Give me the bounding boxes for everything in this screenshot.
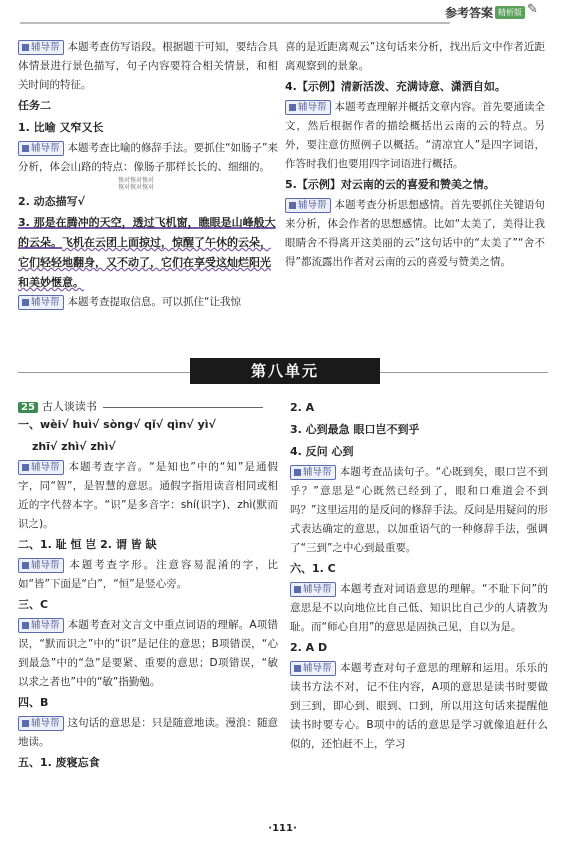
tip-badge: 辅导帮 — [290, 582, 336, 597]
answer: 二、1. 耻 恒 岂 2. 谓 皆 缺 — [18, 538, 157, 551]
header-title: 参考答案 — [444, 6, 493, 20]
square-icon — [22, 44, 29, 51]
explanation: 辅导帮 本题考查品读句子。“心既到矣，眼口岂不到乎？”意思是“心既然已经到了，眼和口难道会不到吗？”这里运用的是反问的修辞手法。反问是用疑问的形式表达确定的意思，以加重语气的一种修辞手法，强调了“三到”之中心到最重要。 — [290, 466, 548, 554]
answer: 2. A D — [290, 641, 328, 654]
answer: 2. A — [290, 401, 315, 414]
answer: 一、wèi√ huì√ sòng√ qǐ√ qìn√ yì√ — [18, 418, 216, 431]
square-icon — [294, 469, 301, 476]
header-rule — [20, 22, 450, 24]
explanation: 辅导帮 本题考查理解并概括文章内容。首先要通读全文，然后根据作者的描绘概括出云南的云的特点。另外，要注意仿照例子以概括。“清凉宜人”是四字词语，作答时我们也要用四字词语进行概括。 — [285, 101, 545, 170]
explanation: 辅导帮 这句话的意思是：只是随意地读。漫浪：随意地读。 — [18, 717, 278, 748]
explanation: 辅导帮 本题考查仿写语段。根据题干可知，要结合具体情景进行景色描写，句子内容要符合相关情景，和相关时间的特征。 — [18, 41, 278, 91]
task-heading: 任务二 — [18, 99, 51, 112]
tip-badge: 辅导帮 — [18, 618, 64, 633]
square-icon — [289, 202, 296, 209]
answer: 五、1. 废寝忘食 — [18, 756, 100, 769]
explanation: 辅导帮 本题考查字音。“是知也”中的“知”是通假字，同“智”，是智慧的意思。通假字指用读音相同或相近的字代替本字。“识”是多音字：shí(识字)、zhì(默而识之)。 — [18, 461, 278, 530]
unit-title: 第八单元 — [190, 358, 380, 384]
tip-badge: 辅导帮 — [285, 100, 331, 115]
upper-right-column — [285, 38, 545, 272]
pencil-icon: ✎ — [527, 2, 538, 17]
answer: 四、B — [18, 696, 49, 709]
square-icon — [289, 104, 296, 111]
tip-badge: 辅导帮 — [290, 465, 336, 480]
explanation: 辅导帮 本题考查对文言文中重点词语的理解。A项错误，“默而识之”中的“识”是记住的意思；B项错误，“心到最急”中的“急”是要紧、重要的意思；D项错误，“敏以求之者也”中的“敏”指勤勉。 — [18, 619, 278, 688]
square-icon — [22, 464, 29, 471]
tip-badge: 辅导帮 — [285, 198, 331, 213]
explanation: 辅导帮 本题考查对句子意思的理解和运用。乐乐的读书方法不对，记不住内容，A项的意思是读书时要做到三到，即心到、眼到、口到，所以用这句话来提醒他读书时要专心。B项中的话的意思是学习就像追赶什么似的，还怕赶不上，学习 — [290, 662, 548, 750]
lesson-heading — [18, 398, 278, 414]
answer: 4.【示例】清新活泼、充满诗意、潇洒自如。 — [285, 80, 506, 93]
answer: 六、1. C — [290, 562, 336, 575]
tip-badge: 辅导帮 — [18, 558, 64, 573]
answer: 5.【示例】对云南的云的喜爱和赞美之情。 — [285, 178, 495, 191]
stamp-note: 恢对恢对恢对 — [118, 177, 155, 184]
square-icon — [294, 665, 301, 672]
explanation: 喜的是近距离观云”这句话来分析，找出后文中作者近距离观察到的景象。 — [285, 41, 545, 72]
answer: 4. 反问 心到 — [290, 445, 354, 458]
unit-banner — [18, 352, 548, 388]
page-header — [0, 0, 565, 40]
explanation: 辅导帮 本题考查对词语意思的理解。“不耻下问”的意思是不以向地位比自己低、知识比自己少的人请教为耻。而“师心自用”的意思是固执己见，自以为是。 — [290, 583, 548, 633]
square-icon — [22, 720, 29, 727]
explanation: 辅导帮 本题考查提取信息。可以抓住“让我惊 — [18, 293, 278, 312]
square-icon — [22, 562, 29, 569]
lesson-name: 古人谈读书 — [41, 400, 97, 413]
answer: 3. 心到最急 眼口岂不到乎 — [290, 423, 420, 436]
answer: 2. 动态描写√ — [18, 195, 85, 208]
header-tag: 精析版 — [495, 6, 525, 19]
square-icon — [294, 586, 301, 593]
tip-badge: 辅导帮 — [18, 141, 64, 156]
tip-badge: 辅导帮 — [18, 295, 64, 310]
lesson-rule — [103, 407, 263, 408]
answer: zhī√ zhì√ zhì√ — [32, 440, 116, 453]
lesson-number: 25 — [18, 402, 38, 413]
upper-left-column — [18, 38, 278, 312]
square-icon — [22, 145, 29, 152]
tip-badge: 辅导帮 — [290, 661, 336, 676]
lower-right-column — [290, 395, 548, 754]
tip-badge: 辅导帮 — [18, 716, 64, 731]
answer: 3. 那是在腾冲的天空，透过飞机窗，瞧眼是山峰般大的云朵。飞机在云团上面掠过，惊醒了午休的云朵，它们轻轻地翻身，又不动了，它们在享受这灿烂阳光和美妙惬意。 — [18, 216, 276, 289]
answer: 三、C — [18, 598, 49, 611]
explanation: 辅导帮 本题考查分析思想感情。首先要抓住关键语句来分析，体会作者的思想感情。比如“太美了，美得让我眼睛舍不得离开这美丽的云”这句话中的“太美了”“舍不得”都流露出作者对云南的云的喜爱与赞美之情。 — [285, 199, 545, 268]
explanation: 辅导帮 本题考查字形。注意容易混淆的字，比如“皆”下面是“白”，“恒”是竖心旁。 — [18, 559, 278, 590]
square-icon — [22, 622, 29, 629]
answer: 1. 比喻 又窄又长 — [18, 121, 104, 134]
square-icon — [22, 299, 29, 306]
lower-left-column — [18, 395, 278, 774]
page-number: ·111· — [268, 823, 297, 834]
tip-badge: 辅导帮 — [18, 40, 64, 55]
tip-badge: 辅导帮 — [18, 460, 64, 475]
stamp-note: 恢对恢对恢对 — [118, 184, 155, 191]
explanation: 辅导帮 本题考查比喻的修辞手法。要抓住“如肠子”来分析，体会山路的特点：像肠子那样长长的、细细的。 — [18, 142, 278, 173]
